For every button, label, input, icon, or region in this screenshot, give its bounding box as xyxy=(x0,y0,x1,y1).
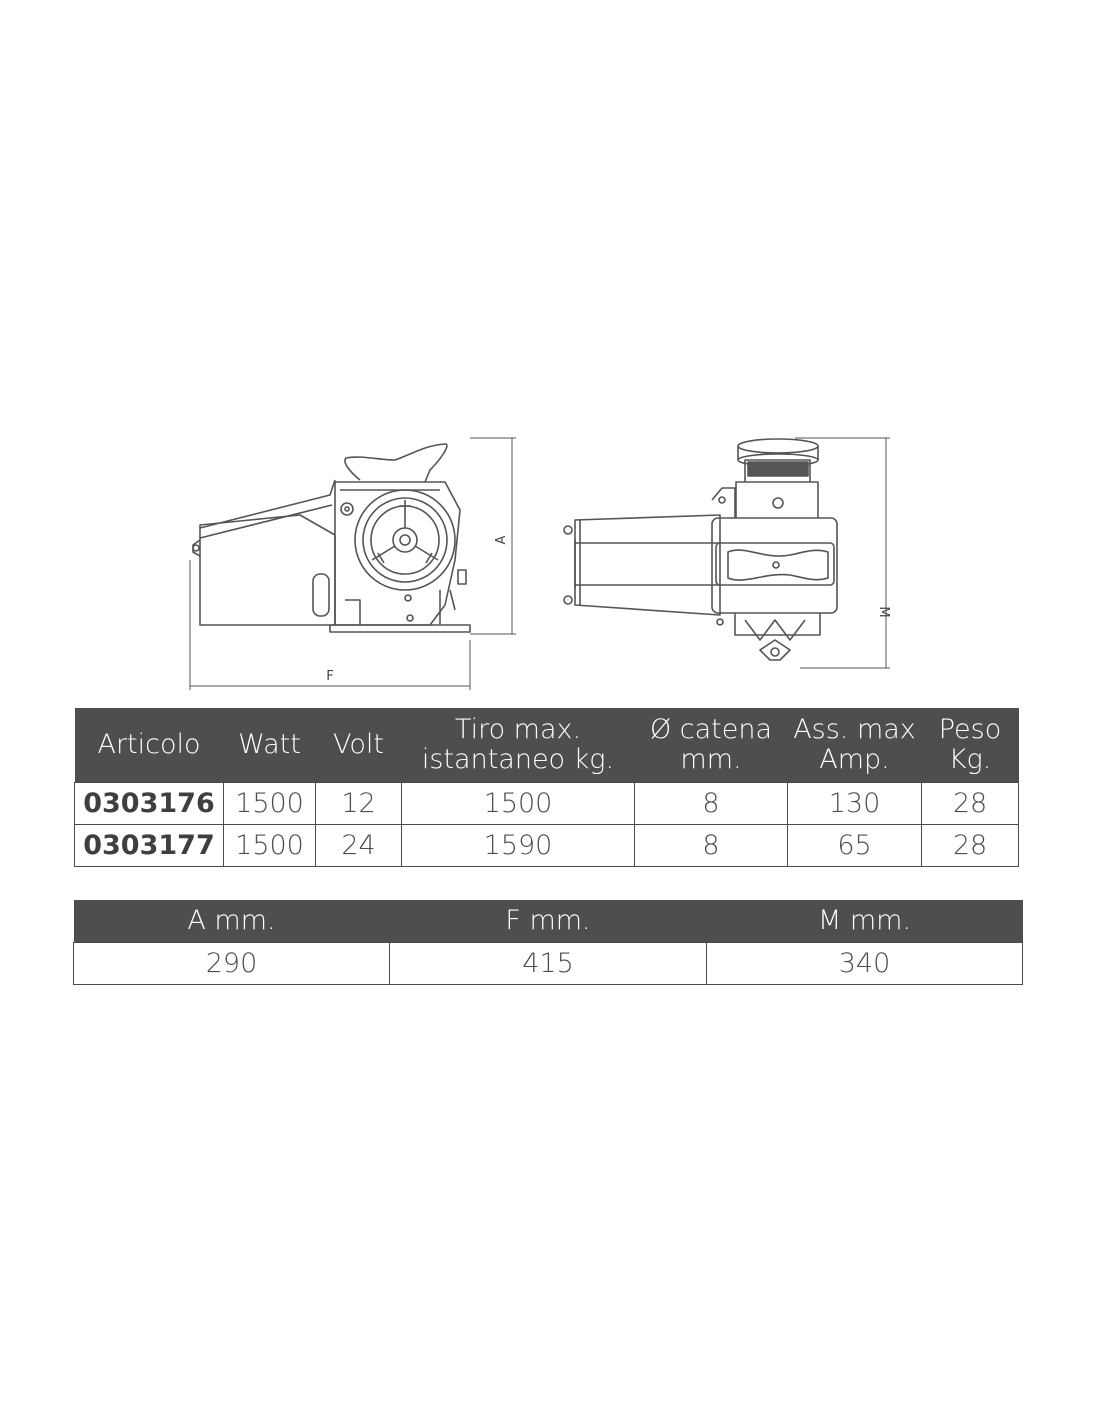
table-row xyxy=(74,943,1023,985)
table-cell: 1500 xyxy=(402,783,635,825)
table-row xyxy=(75,783,1019,825)
value-f: 415 xyxy=(390,943,707,985)
table-cell: 1590 xyxy=(402,825,635,867)
table-cell: 8 xyxy=(635,825,788,867)
windlass-drawings xyxy=(0,0,1100,700)
dimension-label-f: F xyxy=(326,669,334,684)
header-a-mm: A mm. xyxy=(74,900,390,943)
table-row xyxy=(75,825,1019,867)
header-volt: Volt xyxy=(316,708,402,783)
table-cell: 12 xyxy=(316,783,402,825)
table-cell: 1500 xyxy=(224,825,316,867)
spec-table xyxy=(74,708,1019,867)
table-cell: 24 xyxy=(316,825,402,867)
table-cell: 28 xyxy=(922,825,1019,867)
article-code: 0303176 xyxy=(75,783,224,825)
header-tiro-max: Tiro max. istantaneo kg. xyxy=(402,708,635,783)
side-view-drawing xyxy=(193,444,470,632)
header-catena: Ø catena mm. xyxy=(635,708,788,783)
table-cell: 8 xyxy=(635,783,788,825)
dimension-label-m: M xyxy=(876,606,891,618)
spec-table-header-row xyxy=(75,708,1019,783)
header-f-mm: F mm. xyxy=(390,900,707,943)
table-cell: 65 xyxy=(788,825,922,867)
header-articolo: Articolo xyxy=(75,708,224,783)
dimension-label-a: A xyxy=(494,535,509,545)
header-m-mm: M mm. xyxy=(707,900,1023,943)
table-cell: 130 xyxy=(788,783,922,825)
table-cell: 28 xyxy=(922,783,1019,825)
front-view-drawing xyxy=(564,439,837,660)
value-m: 340 xyxy=(707,943,1023,985)
dimensions-table xyxy=(73,900,1023,985)
table-cell: 1500 xyxy=(224,783,316,825)
article-code: 0303177 xyxy=(75,825,224,867)
dimensions-header-row xyxy=(74,900,1023,943)
header-watt: Watt xyxy=(224,708,316,783)
side-view-dimensions xyxy=(190,438,516,690)
header-ass-max: Ass. max Amp. xyxy=(788,708,922,783)
value-a: 290 xyxy=(74,943,390,985)
header-peso: Peso Kg. xyxy=(922,708,1019,783)
